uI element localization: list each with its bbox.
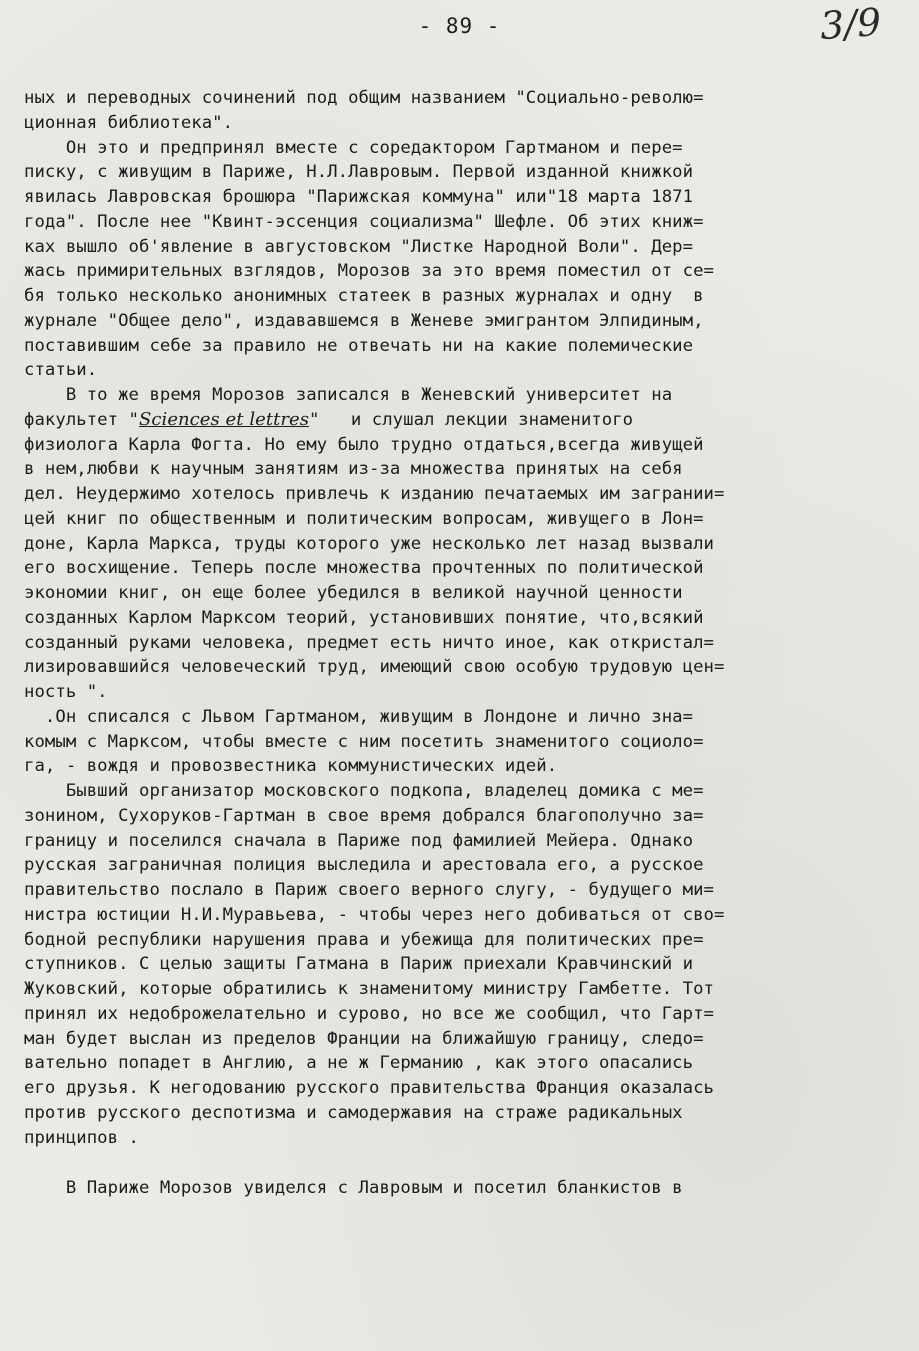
- handwritten-folio-mark: 3/9: [818, 0, 883, 49]
- text-line: экономии книг, он еще более убедился в великой научной ценности: [24, 583, 683, 603]
- text-line: против русского деспотизма и самодержавия на страже радикальных: [24, 1102, 683, 1123]
- text-line: ность ".: [24, 682, 108, 702]
- text-line: Бывший организатор московского подкопа, владелец домика с ме=: [24, 781, 704, 801]
- text-line: В Париже Морозов увиделся с Лавровым и посетил бланкистов в: [24, 1178, 683, 1199]
- text-line: ционная библиотека".: [24, 112, 234, 133]
- text-line: писку, с живущим в Париже, Н.Л.Лавровым. Первой изданной книжкой: [24, 162, 694, 183]
- text-line: русская заграничная полиция выследила и арестовала его, а русское: [24, 855, 704, 876]
- text-line: ман будет выслан из пределов Франции на ближайшую границу, следо=: [24, 1028, 704, 1049]
- text-line: ных и переводных сочинений под общим названием "Социально-револю=: [24, 88, 704, 108]
- text-line: принципов .: [24, 1127, 139, 1148]
- text-line: доне, Карла Маркса, труды которого уже несколько лет назад вызвали: [24, 533, 714, 554]
- text-line: принял их недоброжелательно и сурово, но все же сообщил, что Гарт=: [24, 1003, 714, 1024]
- text-line: Жуковский, которые обратились к знаменитому министру Гамбетте. Тот: [24, 979, 714, 999]
- text-line: комым с Марксом, чтобы вместе с ним посетить знаменитого социоло=: [24, 731, 704, 752]
- text-line: журнале "Общее дело", издававшемся в Женеве эмигрантом Элпидиным,: [24, 310, 704, 331]
- body-text: [24, 86, 896, 1201]
- text-line: поставившим себе за правило не отвечать ни на какие полемические: [24, 335, 694, 356]
- text-line: вательно попадет в Англию, а не ж Германию , как этого опасались: [24, 1053, 694, 1074]
- text-segment: " и слушал лекции знаменитого: [309, 409, 634, 430]
- text-line: .Он списался с Львом Гартманом, живущим в Лондоне и лично зна=: [24, 706, 694, 727]
- page-number: - 89 -: [418, 14, 501, 38]
- text-line: га, - вождя и провозвестника коммунистических идей.: [24, 756, 558, 777]
- text-line: его восхищение. Теперь после множества прочтенных по политической: [24, 558, 704, 579]
- text-line: дел. Неудержимо хотелось привлечь к изданию печатаемых им загрании=: [24, 484, 725, 504]
- text-line: ках вышло об'явление в августовском "Листке Народной Воли". Дер=: [24, 236, 694, 257]
- text-line: зонином, Сухоруков-Гартман в свое время добрался благополучно за=: [24, 805, 704, 826]
- text-line: физиолога Карла Фогта. Но ему было трудно отдаться,всегда живущей: [24, 434, 704, 455]
- text-segment: факультет ": [24, 409, 139, 430]
- text-line: года". После нее "Квинт-эссенция социализма" Шефле. Об этих книж=: [24, 211, 704, 232]
- handwritten-insertion: Sciences et lettres: [139, 408, 310, 430]
- text-line: цей книг по общественным и политическим вопросам, живущего в Лон=: [24, 508, 704, 529]
- text-line: В то же время Морозов записался в Женевский университет на: [24, 385, 673, 405]
- text-line: статьи.: [24, 360, 98, 381]
- text-line: [24, 408, 896, 433]
- text-line: правительство послало в Париж своего верного слугу, - будущего ми=: [24, 880, 714, 900]
- text-line: бодной республики нарушения права и убежища для политических пре=: [24, 929, 704, 950]
- paragraph-gap: [24, 1150, 896, 1176]
- text-line: бя только несколько анонимных статеек в разных журналах и одну в: [24, 286, 704, 306]
- text-line: явилась Лавровская брошюра "Парижская коммуна" или"18 марта 1871: [24, 187, 694, 207]
- text-line: его друзья. К негодованию русского правительства Франция оказалась: [24, 1078, 714, 1098]
- text-line: лизировавшийся человеческий труд, имеющий свою особую трудовую цен=: [24, 657, 725, 678]
- text-line: созданный руками человека, предмет есть ничто иное, как откристал=: [24, 632, 714, 653]
- text-line: ступников. С целью защиты Гатмана в Париж приехали Кравчинский и: [24, 954, 694, 975]
- text-line: границу и поселился сначала в Париже под фамилией Мейера. Однако: [24, 830, 694, 851]
- text-line: созданных Карлом Марксом теорий, установивших понятие, что,всякий: [24, 607, 704, 628]
- text-line: нистра юстиции Н.И.Муравьева, - чтобы через него добиваться от сво=: [24, 904, 725, 925]
- text-line: в нем,любви к научным занятиям из-за множества принятых на себя: [24, 459, 683, 480]
- text-line: Он это и предпринял вместе с соредактором Гартманом и пере=: [24, 137, 683, 158]
- text-line: жась примирительных взглядов, Морозов за это время поместил от се=: [24, 261, 714, 282]
